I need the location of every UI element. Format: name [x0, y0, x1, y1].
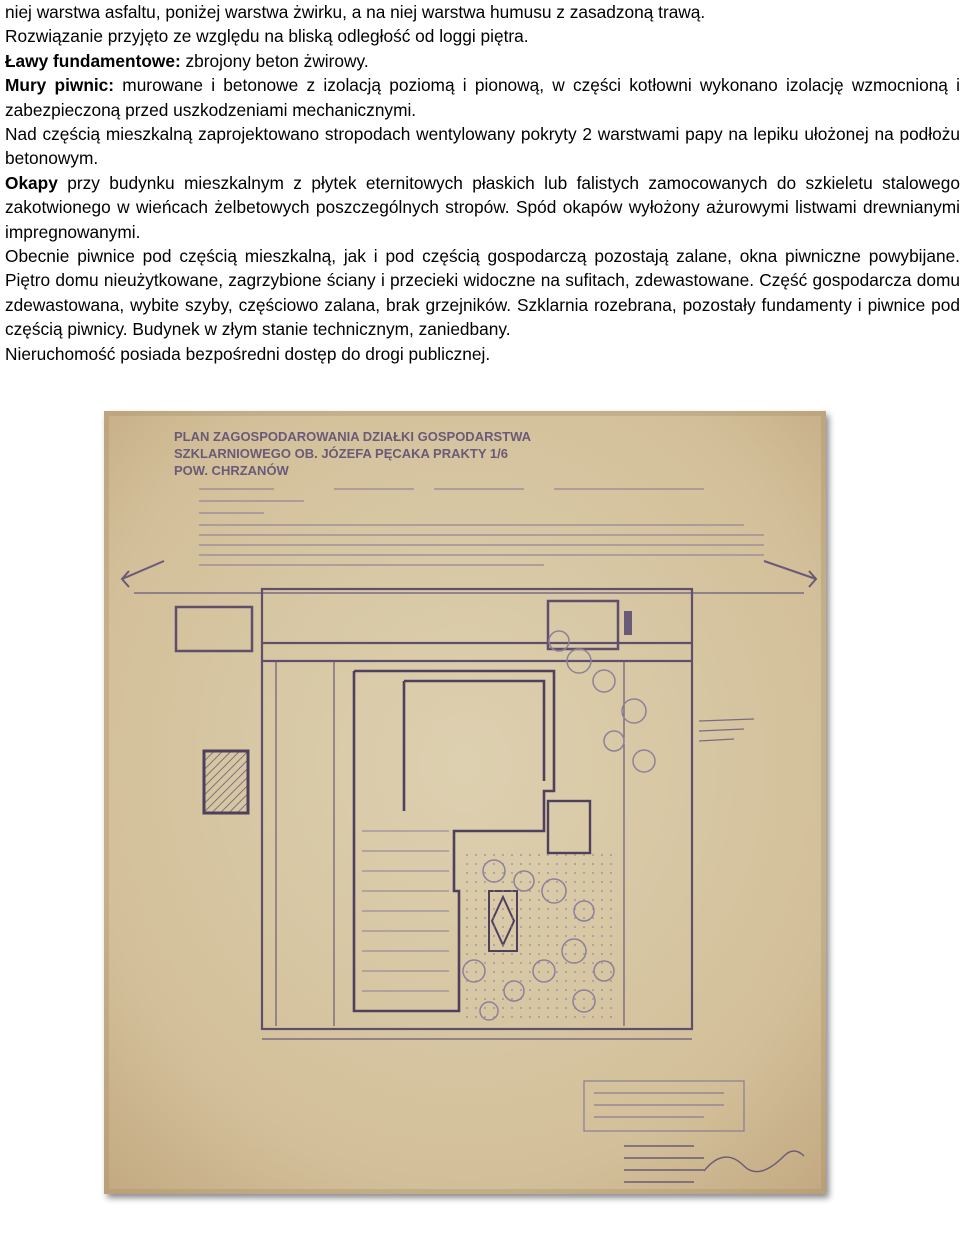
paragraph-1: niej warstwa asfaltu, poniżej warstwa żwirku, a na niej warstwa humusu z zasadzoną trawą. — [5, 2, 706, 22]
paragraph-4: Mury piwnic: murowane i betonowe z izolacją poziomą i pionową, w części kotłowni wykonano izolację wzmocnioną i zabezpieczoną przed uszkodzeniami mechanicznymi. — [5, 75, 960, 120]
paragraph-5: Nad częścią mieszkalną zaprojektowano stropodach wentylowany pokryty 2 warstwami papy na lepiku ułożonej na podłożu betonowym. — [5, 124, 960, 169]
document-body — [5, 0, 960, 366]
label-lawy: Ławy fundamentowe: — [5, 50, 181, 71]
site-plan-scan — [104, 411, 826, 1194]
paragraph-8: Nieruchomość posiada bezpośredni dostęp do drogi publicznej. — [5, 343, 491, 364]
paragraph-6: Okapy przy budynku mieszkalnym z płytek eternitowych płaskich lub falistych zamocowanych do szkieletu stalowego zakotwionego w wieńcach żelbetowych poszczególnych stropów. Spód okapów wyłożony ażurowymi listwami drewnianymi impregnowanymi. — [5, 172, 960, 242]
label-okapy: Okapy — [5, 172, 58, 193]
label-mury: Mury piwnic: — [5, 75, 115, 96]
paragraph-7: Obecnie piwnice pod częścią mieszkalną, jak i pod częścią gospodarczą pozostają zalane, okna piwniczne powybijane. Piętro domu nieużytkowane, zagrzybione ściany i przecieki widoczne na sufitach, zdewastowane. Część gospodarcza domu zdewastowana, wybite szyby, częściowo zalana, brak grzejników. Szklarnia rozebrana, pozostały fundamenty i piwnice pod częścią piwnicy. Budynek w złym stanie technicznym, zaniedbany. — [5, 246, 960, 340]
plan-title-line-2: SZKLARNIOWEGO OB. JÓZEFA PĘCAKA PRAKTY 1/6 — [174, 446, 508, 461]
paragraph-3: Ławy fundamentowe: zbrojony beton żwirowy. — [5, 50, 369, 71]
paragraph-2: Rozwiązanie przyjęto ze względu na bliską odległość od loggi piętra. — [5, 26, 529, 47]
hatched-structure — [204, 751, 248, 813]
plan-title-line-1: PLAN ZAGOSPODAROWANIA DZIAŁKI GOSPODARSTWA — [174, 429, 532, 444]
site-plan-drawing — [104, 411, 826, 1194]
plan-title-line-3: POW. CHRZANÓW — [174, 463, 289, 478]
